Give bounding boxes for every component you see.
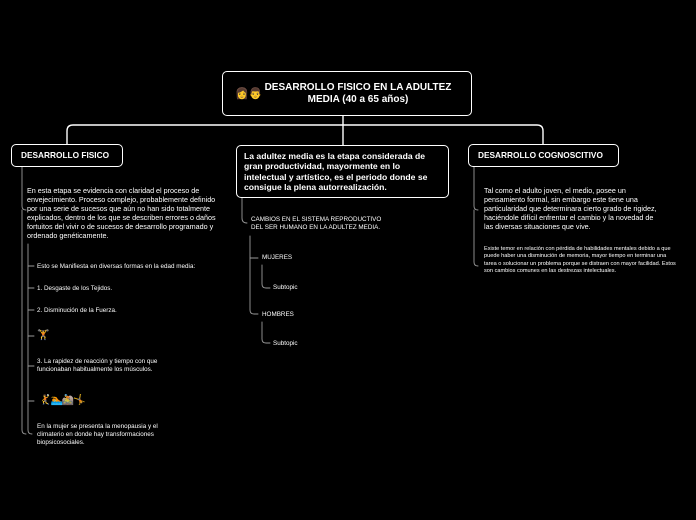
branch-adultez-media[interactable]	[236, 145, 449, 198]
branch-title: DESARROLLO COGNOSCITIVO	[478, 150, 603, 160]
subtopic-hombres[interactable]: Subtopic	[273, 340, 298, 347]
fisico-item-desgaste[interactable]: 1. Desgaste de los Tejidos.	[37, 285, 113, 292]
root-topic[interactable]	[222, 71, 472, 116]
people-icon: 👩👨	[235, 88, 263, 100]
fisico-description[interactable]: En esta etapa se evidencia con claridad el proceso de envejecimiento. Proceso complejo, probablemente definido por una serie de sucesos que aún no han sido totalmente explicados, dentro de los que se describen errores o daños fortuitos del vivir o de sucesos de desarrollo programado y ordenado genéticamente.	[27, 186, 216, 240]
branch-title: La adultez media es la etapa considerada de gran productividad, mayormente en lo intelectual y artístico, es el periodo donde se consigue la plena autorrealización.	[244, 150, 428, 192]
sports-icons[interactable]: 🤾🏊🚵🤸	[39, 395, 85, 406]
branch-title: DESARROLLO FISICO	[21, 150, 110, 160]
fisico-manifest[interactable]: Esto se Manifiesta en diversas formas en la edad media:	[37, 263, 196, 270]
cambios-reproductivo[interactable]: CAMBIOS EN EL SISTEMA REPRODUCTIVO DEL SER HUMANO EN LA ADULTEZ MEDIA.	[251, 216, 382, 231]
cognoscitivo-text-2[interactable]: Existe temor en relación con pérdida de habilidades mentales debido a que puede haber una disminución de memoria, mayor tiempo en terminar una tarea o solucionar un problema porque se distraen con mayor facilidad. Estos son cambios comunes en las destrezas intelectuales.	[484, 246, 676, 274]
branch-desarrollo-fisico[interactable]	[11, 144, 123, 167]
hombres-topic[interactable]: HOMBRES	[262, 311, 294, 318]
root-title: DESARROLLO FISICO EN LA ADULTEZ MEDIA (40 a 65 años)	[264, 81, 452, 105]
branch-desarrollo-cognoscitivo[interactable]	[468, 144, 619, 167]
fisico-item-reaccion[interactable]: 3. La rapidez de reacción y tiempo con que funcionaban habitualmente los músculos.	[37, 358, 158, 373]
mujeres-topic[interactable]: MUJERES	[262, 254, 293, 261]
cognoscitivo-text-1[interactable]: Tal como el adulto joven, el medio, posee un pensamiento formal, sin embargo este tiene una particularidad que determinara cierto grado de rigidez, haciéndole difícil enfrentar el cambio y la novedad de las diversas situaciones que vive.	[484, 186, 657, 231]
fisico-item-menopausia[interactable]: En la mujer se presenta la menopausia y el climaterio en donde hay transformaciones biopsicosociales.	[37, 423, 158, 446]
fisico-item-fuerza[interactable]: 2. Disminución de la Fuerza.	[37, 307, 117, 314]
subtopic-mujeres[interactable]: Subtopic	[273, 284, 298, 291]
weightlifter-icon[interactable]: 🏋	[37, 330, 49, 341]
